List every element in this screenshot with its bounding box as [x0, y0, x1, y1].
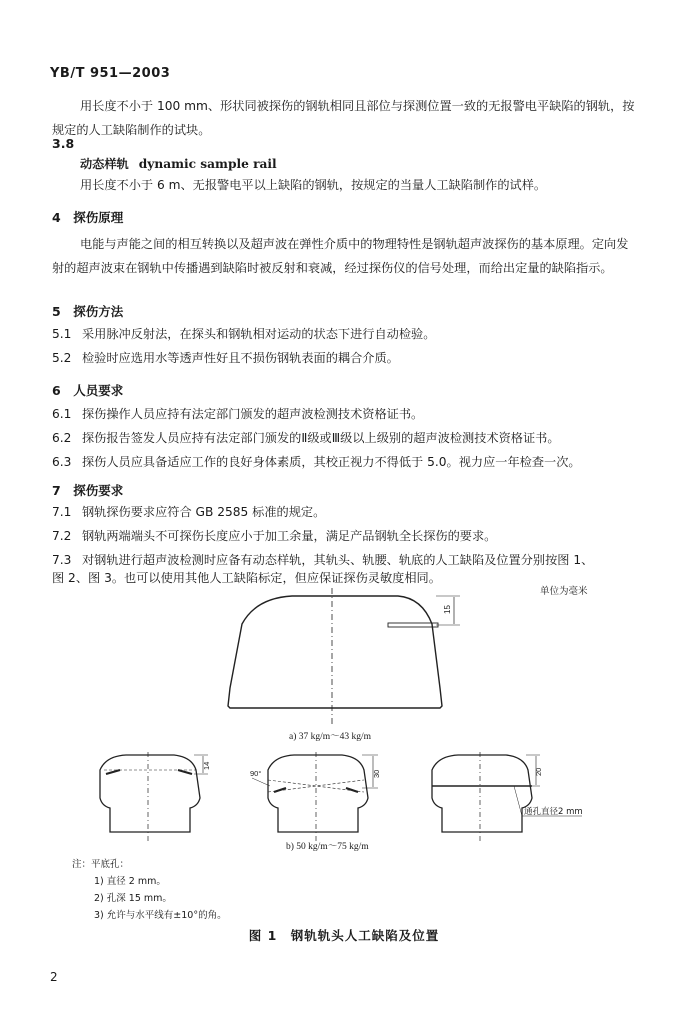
flat-bottom-hole-a: [388, 623, 438, 627]
document-header: YB/T 951—2003: [50, 66, 171, 81]
list-item: 7.1 钢轨探伤要求应符合 GB 2585 标准的规定。: [52, 505, 326, 519]
caption-a: a) 37 kg/m～43 kg/m: [289, 732, 372, 742]
through-hole-label: 通孔直径2 mm: [524, 807, 583, 817]
list-item: 5.2 检验时应选用水等透声性好且不损伤钢轨表面的耦合介质。: [52, 351, 399, 365]
rail-head-figure-b1: [90, 752, 210, 842]
figure-notes: [72, 856, 227, 924]
list-item: 7.2 钢轨两端端头不可探伤长度应小于加工余量，满足产品钢轨全长探伤的要求。: [52, 529, 497, 543]
section-3-8-number: 3.8: [52, 136, 75, 151]
list-item: 6.1 探伤操作人员应持有法定部门颁发的超声波检测技术资格证书。: [52, 407, 424, 421]
page-number: 2: [50, 970, 58, 984]
section-5-heading: 5 探伤方法: [52, 304, 124, 319]
svg-text:30: 30: [372, 769, 381, 778]
note-item: 2) 孔深 15 mm。: [94, 893, 172, 904]
list-item: 6.2 探伤报告签发人员应持有法定部门颁发的Ⅱ级或Ⅲ级以上级别的超声波检测技术资格证书。: [52, 431, 560, 445]
list-item: 7.3 对钢轨进行超声波检测时应备有动态样轨，其轨头、轨腰、轨底的人工缺陷及位置分别按图 1、: [52, 553, 594, 567]
caption-b: b) 50 kg/m～75 kg/m: [286, 842, 369, 852]
section-7-3-continuation: 图 2、图 3。也可以使用其他人工缺陷标定，但应保证探伤灵敏度相同。: [52, 571, 441, 585]
list-item: 6.3 探伤人员应具备适应工作的良好身体素质，其校正视力不得低于 5.0。视力应一年检查一次。: [52, 455, 581, 469]
rail-head-outline-a: [228, 596, 442, 708]
list-item: 5.1 采用脉冲反射法，在探头和钢轨相对运动的状态下进行自动检验。: [52, 327, 436, 341]
rail-head-figure-b2: [246, 752, 386, 842]
section-3-8-text: 用长度不小于 6 m、无报警电平以上缺陷的钢轨，按规定的当量人工缺陷制作的试样。: [80, 178, 547, 192]
section-7-heading: 7 探伤要求: [52, 483, 124, 498]
note-item: 1) 直径 2 mm。: [94, 876, 166, 887]
term-en: dynamic sample rail: [138, 157, 277, 171]
section-3-7-text: 用长度不小于 100 mm、形状同被探伤的钢轨相同且部位与探测位置一致的无报警电平缺陷的钢轨，按规定的人工缺陷制作的试块。: [52, 99, 635, 137]
section-4-heading: 4 探伤原理: [52, 210, 124, 225]
section-4-text: 电能与声能之间的相互转换以及超声波在弹性介质中的物理特性是钢轨超声波探伤的基本原理。定向发射的超声波束在钢轨中传播遇到缺陷时被反射和衰减，经过探伤仪的信号处理，而给出定量的缺陷指示。: [52, 237, 629, 275]
unit-label: 单位为毫米: [540, 586, 588, 597]
rail-head-figure-a: [222, 588, 452, 728]
dimension-label-a: 15: [443, 605, 452, 614]
svg-text:90°: 90°: [250, 769, 262, 778]
section-6-heading: 6 人员要求: [52, 383, 124, 398]
svg-text:14: 14: [202, 761, 211, 770]
term-dynamic-sample-rail: [80, 155, 277, 172]
svg-text:20: 20: [534, 767, 543, 776]
rail-head-figure-b3: [426, 752, 586, 842]
term-cn: 动态样轨: [80, 157, 129, 171]
notes-title: 注：平底孔：: [72, 859, 130, 870]
figure-caption: 图 1 钢轨轨头人工缺陷及位置: [248, 928, 440, 943]
note-item: 3) 允许与水平线有±10°的角。: [94, 910, 227, 921]
